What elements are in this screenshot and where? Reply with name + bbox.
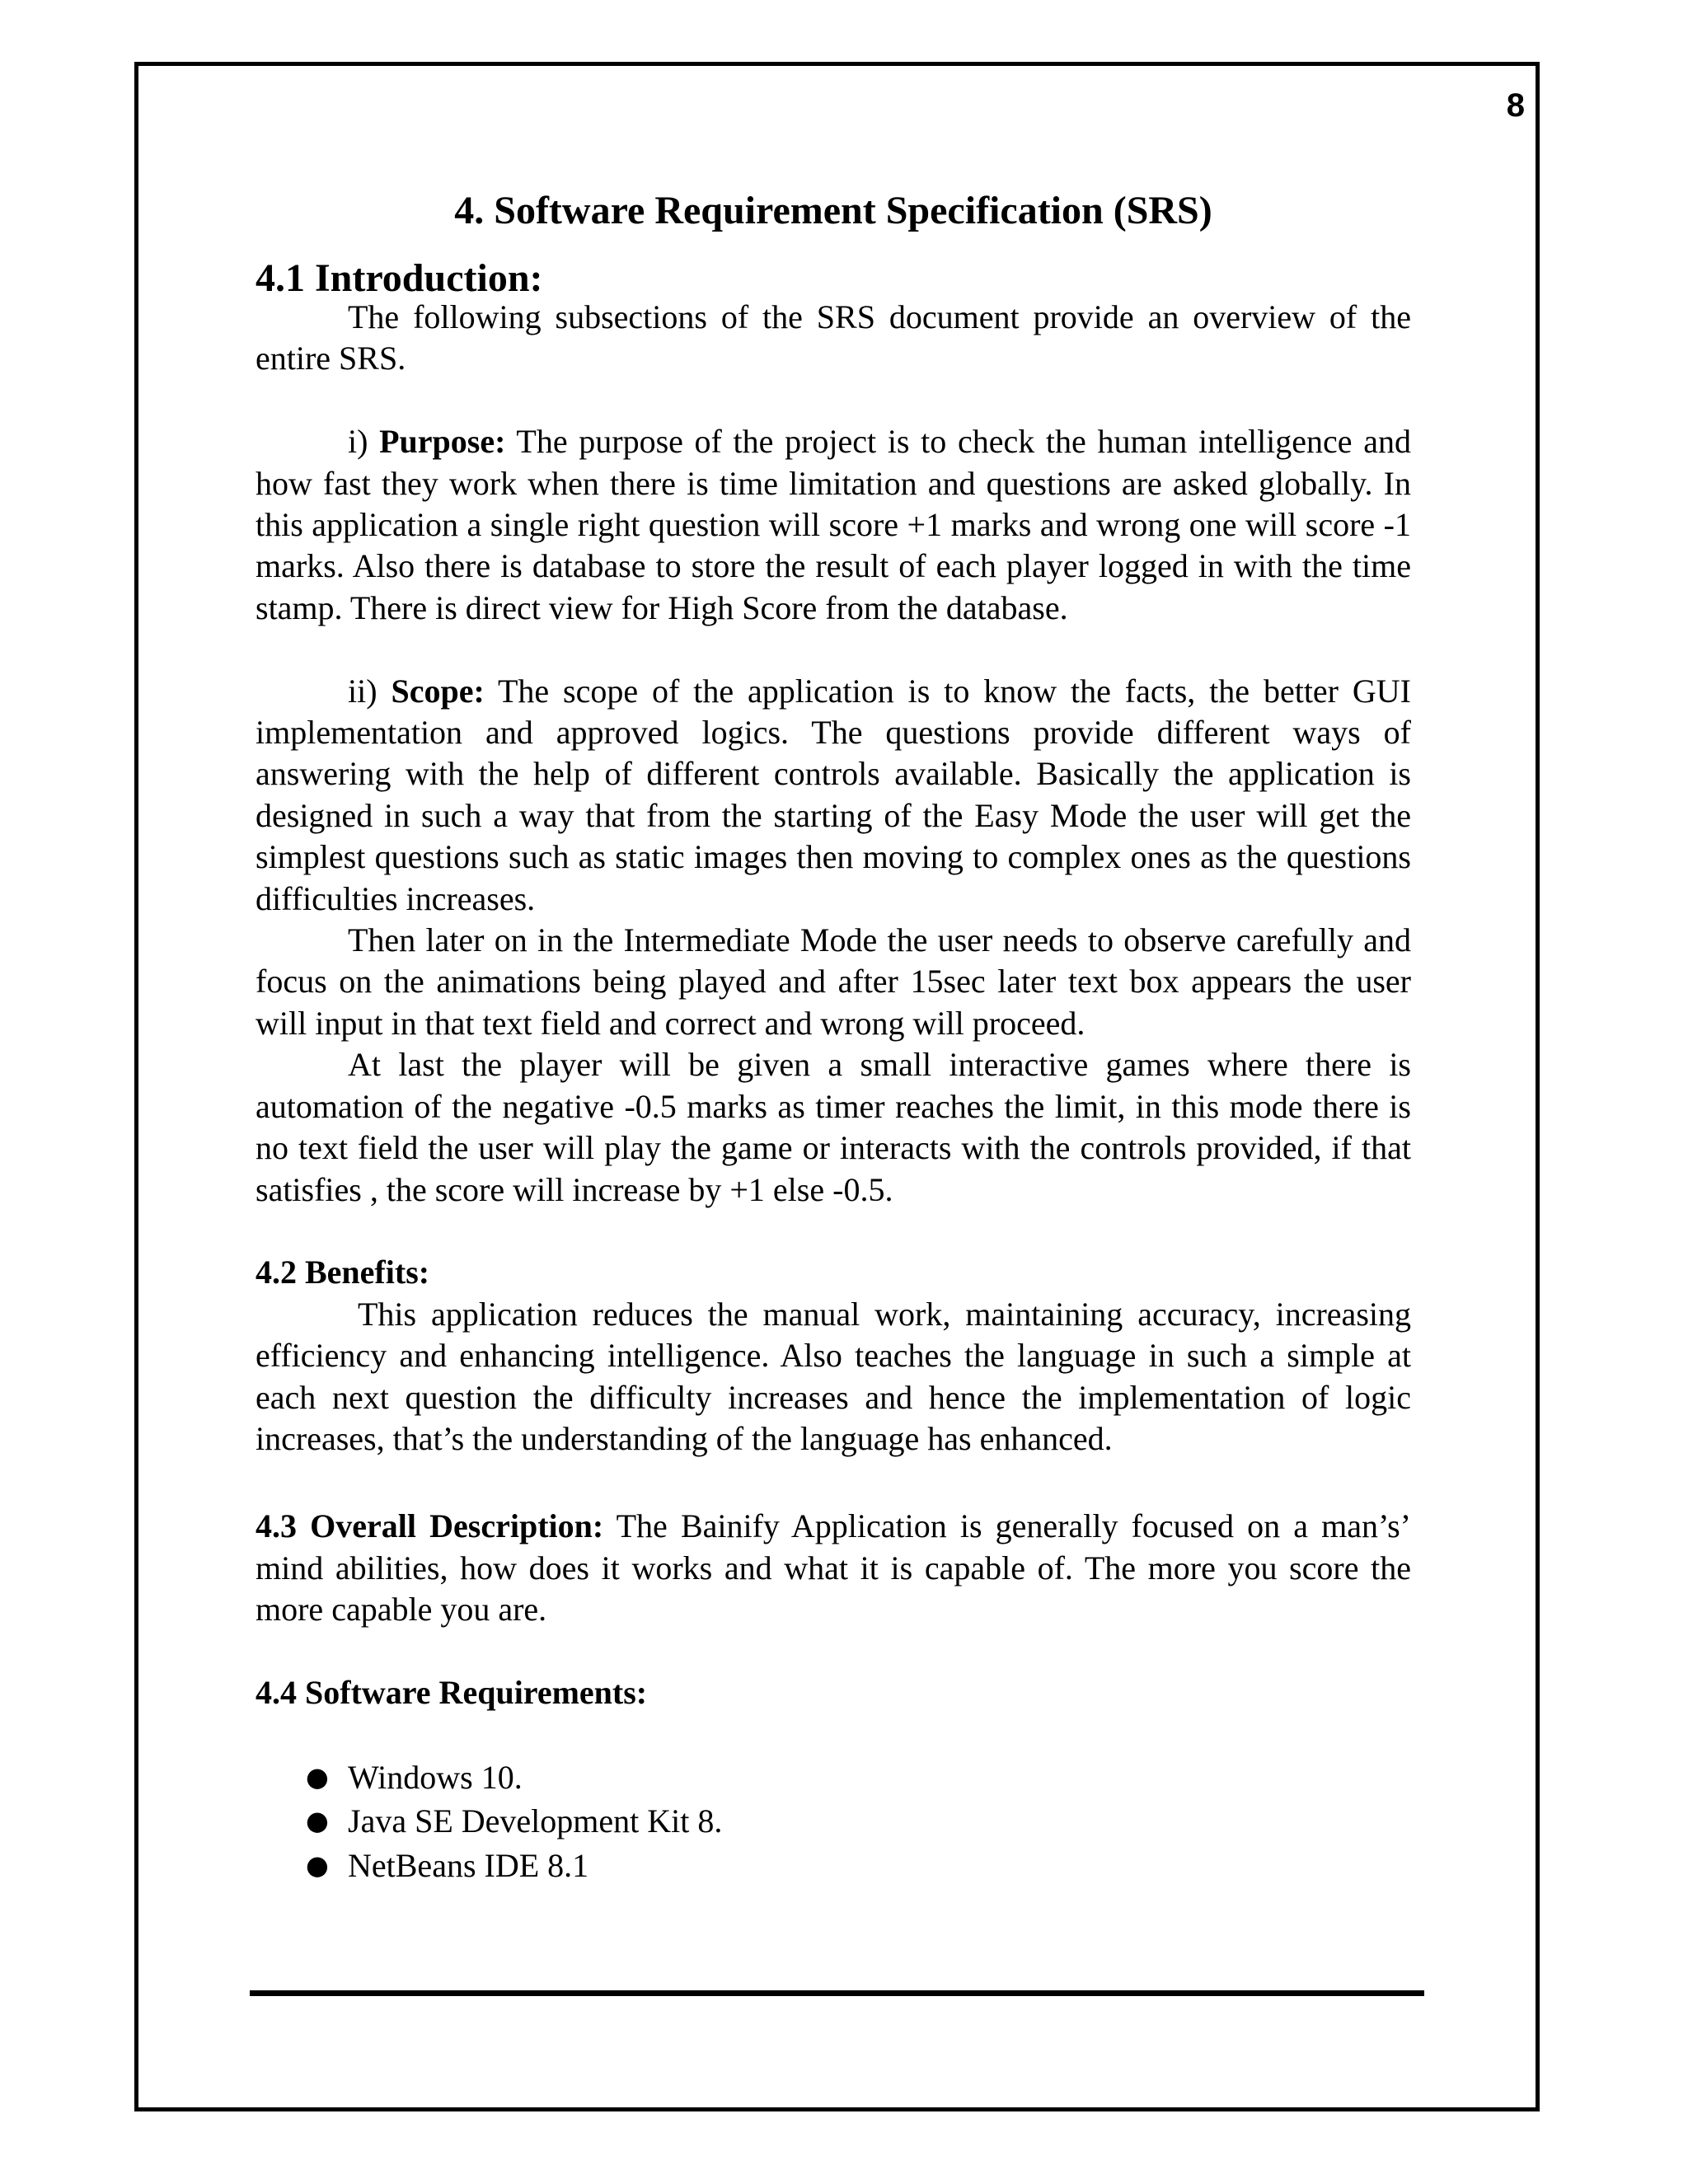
spacer — [256, 1211, 1411, 1252]
spacer — [256, 380, 1411, 421]
purpose-paragraph — [256, 421, 1411, 629]
overall-description-text: The Bainify Application is generally focused on a man’s’ mind abilities, how does it works and what it is capable of. The more you score the more capable you are. — [256, 1507, 1412, 1629]
purpose-label: Purpose: — [379, 423, 506, 461]
scope-prefix: ii) — [348, 672, 392, 710]
purpose-text: The purpose of the project is to check the human intelligence and how fast they work when there is time limitation and questions are asked globally. In this application a single right question will score +1 marks and wrong one will score -1 marks. Also there is database to store the result of each player logged in with the time stamp. There is direct view for High Score from the database. — [256, 423, 1411, 626]
overall-description-paragraph — [256, 1506, 1411, 1630]
list-item — [256, 1755, 1411, 1800]
requirement-text: Java SE Development Kit 8. — [348, 1802, 723, 1840]
scope-paragraph-2: Then later on in the Intermediate Mode the user needs to observe carefully and focus on the animations being played and after 15sec later text box appears the user will input in that text field and correct and wrong will proceed. — [256, 921, 1411, 1042]
benefits-heading: 4.2 Benefits: — [256, 1254, 430, 1291]
page-title: 4. Software Requirement Specification (SRS) — [454, 189, 1212, 232]
bullet-icon: ● — [306, 1805, 329, 1837]
requirement-text: NetBeans IDE 8.1 — [348, 1846, 589, 1884]
bullet-icon: ● — [306, 1760, 329, 1793]
spacer — [256, 1631, 1411, 1672]
overall-description-label: 4.3 Overall Description: — [256, 1507, 604, 1545]
software-requirements-list — [256, 1755, 1411, 1888]
scope-text: The scope of the application is to know the facts, the better GUI implementation and approved logics. The questions provide different ways of answering with the help of different controls available. Basically the application is designed in such a way that from the starting of the Easy Mode the user will get the simplest questions such as static images then moving to complex ones as the questions difficulties increases. — [256, 672, 1412, 917]
scope-paragraph — [256, 671, 1411, 920]
purpose-prefix: i) — [348, 423, 380, 461]
requirement-text: Windows 10. — [348, 1758, 523, 1796]
introduction-heading: 4.1 Introduction: — [256, 256, 543, 300]
software-requirements-heading: 4.4 Software Requirements: — [256, 1673, 648, 1711]
introduction-text: The following subsections of the SRS document provide an overview of the entire SRS. — [256, 298, 1411, 377]
scope-label: Scope: — [391, 672, 485, 710]
scope-paragraph-3: At last the player will be given a small interactive games where there is automation of the negative -0.5 marks as timer reaches the limit, in this mode there is no text field the user will play the game or interacts with the controls provided, if that satisfies , the score will increase by +1 else -0.5. — [256, 1046, 1411, 1208]
benefits-text: This application reduces the manual work, maintaining accuracy, increasing efficiency and enhancing intelligence. Also teaches the language in such a simple at each next question the difficulty increases and hence the implementation of logic increases, that’s the understanding of the language has enhanced. — [256, 1295, 1411, 1457]
spacer — [256, 1713, 1411, 1755]
list-item — [256, 1844, 1411, 1888]
bullet-icon: ● — [306, 1849, 329, 1881]
spacer — [256, 629, 1411, 670]
bottom-divider — [250, 1990, 1424, 1996]
spacer — [256, 1460, 1411, 1506]
page-number: 8 — [1506, 87, 1525, 124]
list-item — [256, 1799, 1411, 1844]
document-body — [256, 180, 1411, 1887]
